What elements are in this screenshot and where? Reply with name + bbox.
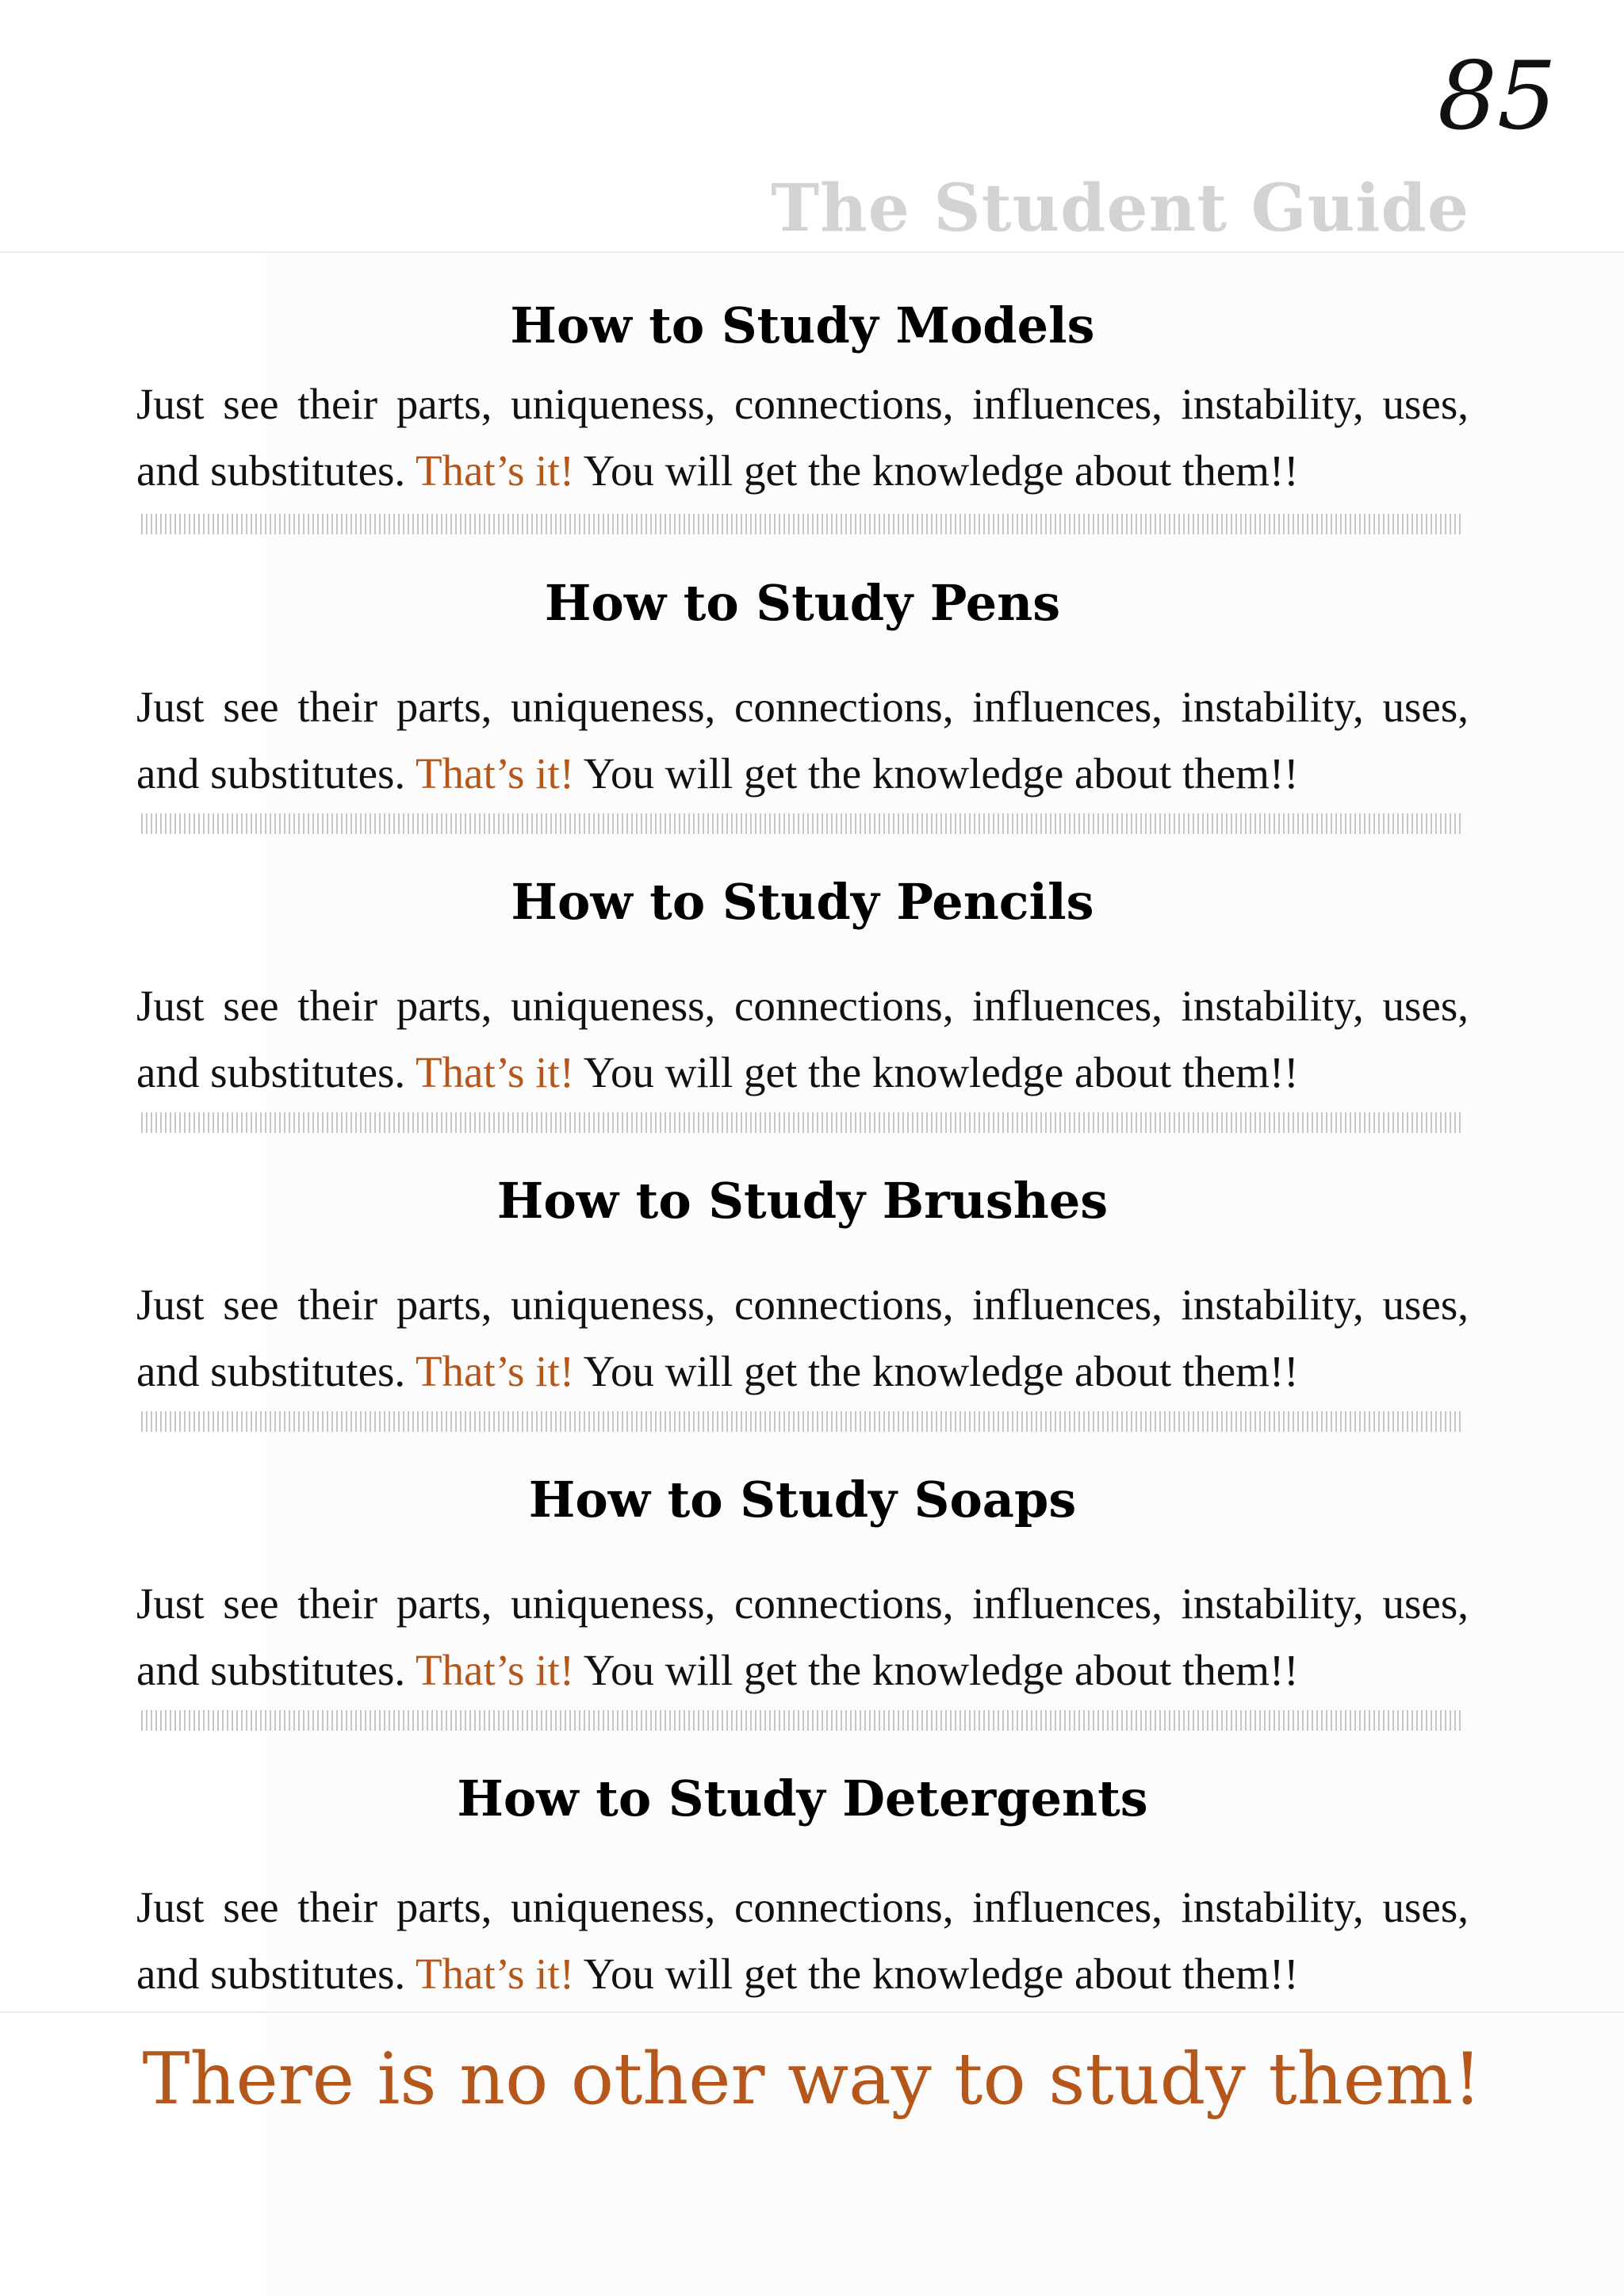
section-title: How to Study Pencils xyxy=(511,873,1094,931)
running-head: The Student Guide xyxy=(771,170,1469,247)
body-tail: You will get the knowledge about them!! xyxy=(583,1646,1299,1694)
body-lead: Just see their parts, uniqueness, connections, influences, instability, uses, and substitutes. xyxy=(136,1883,1469,1998)
header-rule xyxy=(0,251,1624,253)
section-body xyxy=(136,1571,1469,1704)
body-tail: You will get the knowledge about them!! xyxy=(583,446,1299,495)
closing-statement: There is no other way to study them! xyxy=(142,2038,1482,2121)
body-highlight: That’s it! xyxy=(415,1950,575,1998)
section-body xyxy=(136,973,1469,1106)
section-title: How to Study Brushes xyxy=(496,1172,1109,1230)
body-tail: You will get the knowledge about them!! xyxy=(583,1048,1299,1096)
section-divider xyxy=(141,1411,1464,1432)
section-title: How to Study Detergents xyxy=(457,1770,1148,1827)
section-divider xyxy=(141,813,1464,834)
body-tail: You will get the knowledge about them!! xyxy=(583,749,1299,798)
body-highlight: That’s it! xyxy=(415,1048,575,1096)
body-lead: Just see their parts, uniqueness, connections, influences, instability, uses, and substitutes. xyxy=(136,1579,1469,1694)
section-divider xyxy=(141,1710,1464,1731)
body-highlight: That’s it! xyxy=(415,1646,575,1694)
body-lead: Just see their parts, uniqueness, connections, influences, instability, uses, and substitutes. xyxy=(136,380,1469,495)
body-highlight: That’s it! xyxy=(415,1347,575,1395)
section-title: How to Study Pens xyxy=(544,574,1061,632)
section-divider xyxy=(141,514,1464,534)
section-divider xyxy=(141,1112,1464,1133)
section-body xyxy=(136,674,1469,807)
body-tail: You will get the knowledge about them!! xyxy=(583,1950,1299,1998)
section-title: How to Study Models xyxy=(510,297,1095,354)
section-body xyxy=(136,1272,1469,1405)
body-lead: Just see their parts, uniqueness, connections, influences, instability, uses, and substitutes. xyxy=(136,683,1469,798)
body-tail: You will get the knowledge about them!! xyxy=(583,1347,1299,1395)
body-lead: Just see their parts, uniqueness, connections, influences, instability, uses, and substitutes. xyxy=(136,1280,1469,1395)
body-highlight: That’s it! xyxy=(415,749,575,798)
page-number: 85 xyxy=(1437,41,1557,151)
body-highlight: That’s it! xyxy=(415,446,575,495)
footer-rule xyxy=(0,2011,1624,2013)
section-body xyxy=(136,371,1469,504)
section-body xyxy=(136,1874,1469,2007)
body-lead: Just see their parts, uniqueness, connections, influences, instability, uses, and substitutes. xyxy=(136,982,1469,1096)
section-title: How to Study Soaps xyxy=(528,1471,1077,1529)
